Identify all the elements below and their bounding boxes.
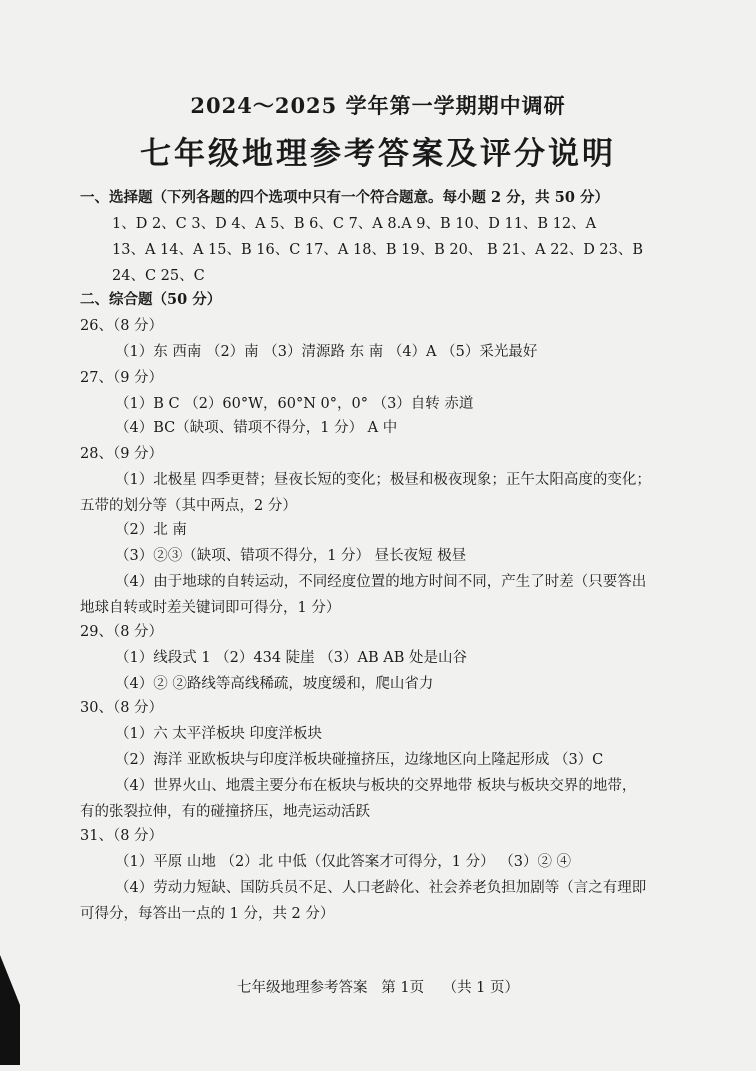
answer-line: 一、选择题（下列各题的四个选项中只有一个符合题意。每小题 2 分，共 50 分） bbox=[80, 189, 609, 206]
answer-line: （4）② ②路线等高线稀疏，坡度缓和，爬山省力 bbox=[115, 676, 434, 692]
answer-line: 28、（9 分） bbox=[80, 446, 164, 462]
answer-line: （1）东 西南 （2）南 （3）清源路 东 南 （4）A （5）采光最好 bbox=[115, 344, 538, 360]
answer-line: （1）平原 山地 （2）北 中低（仅此答案才可得分，1 分） （3）② ④ bbox=[115, 854, 572, 870]
answer-line: 二、综合题（50 分） bbox=[80, 291, 222, 308]
answer-line: 可得分，每答出一点的 1 分，共 2 分） bbox=[80, 906, 335, 922]
answer-line: （1）北极星 四季更替；昼夜长短的变化；极昼和极夜现象；正午太阳高度的变化； bbox=[115, 472, 651, 488]
answer-line: 31、（8 分） bbox=[80, 828, 164, 844]
answer-line: 13、A 14、A 15、B 16、C 17、A 18、B 19、B 20、 B 21、A 22、D 23、B bbox=[112, 242, 644, 258]
answer-line: 27、（9 分） bbox=[80, 370, 164, 386]
exam-session-title: 2024～2025 学年第一学期期中调研 bbox=[190, 93, 566, 118]
answer-line: （4）世界火山、地震主要分布在板块与板块的交界地带 板块与板块交界的地带， bbox=[115, 778, 637, 794]
page-footer: 七年级地理参考答案 第 1页 （共 1 页） bbox=[236, 980, 520, 996]
answer-line: （2）北 南 bbox=[115, 522, 187, 538]
answer-line: （1）线段式 1 （2）434 陡崖 （3）AB AB 处是山谷 bbox=[115, 650, 467, 666]
document-title: 七年级地理参考答案及评分说明 bbox=[140, 136, 616, 172]
answer-line: 26、（8 分） bbox=[80, 318, 164, 334]
answer-line: 五带的划分等（其中两点，2 分） bbox=[80, 498, 297, 514]
scan-edge-mark bbox=[0, 955, 20, 1065]
answer-line: （2）海洋 亚欧板块与印度洋板块碰撞挤压，边缘地区向上隆起形成 （3）C bbox=[115, 752, 604, 768]
answer-line: 29、（8 分） bbox=[80, 624, 164, 640]
answer-line: 30、（8 分） bbox=[80, 700, 164, 716]
answer-line: （4）劳动力短缺、国防兵员不足、人口老龄化、社会养老负担加剧等（言之有理即 bbox=[115, 880, 647, 896]
answer-line: 有的张裂拉伸，有的碰撞挤压，地壳运动活跃 bbox=[80, 804, 370, 820]
answer-line: 地球自转或时差关键词即可得分，1 分） bbox=[80, 600, 341, 616]
answer-line: 1、D 2、C 3、D 4、A 5、B 6、C 7、A 8.A 9、B 10、D 11、B 12、A bbox=[112, 216, 597, 232]
answer-line: （1）六 太平洋板块 印度洋板块 bbox=[115, 726, 322, 742]
answer-line: （3）②③（缺项、错项不得分，1 分） 昼长夜短 极昼 bbox=[115, 548, 467, 564]
answer-line: 24、C 25、C bbox=[112, 268, 205, 284]
answer-line: （4）由于地球的自转运动，不同经度位置的地方时间不同，产生了时差（只要答出 bbox=[115, 574, 647, 590]
answer-line: （1）B C （2）60°W，60°N 0°，0° （3）自转 赤道 bbox=[115, 396, 474, 412]
answer-line: （4）BC（缺项、错项不得分，1 分） A 中 bbox=[115, 420, 398, 436]
